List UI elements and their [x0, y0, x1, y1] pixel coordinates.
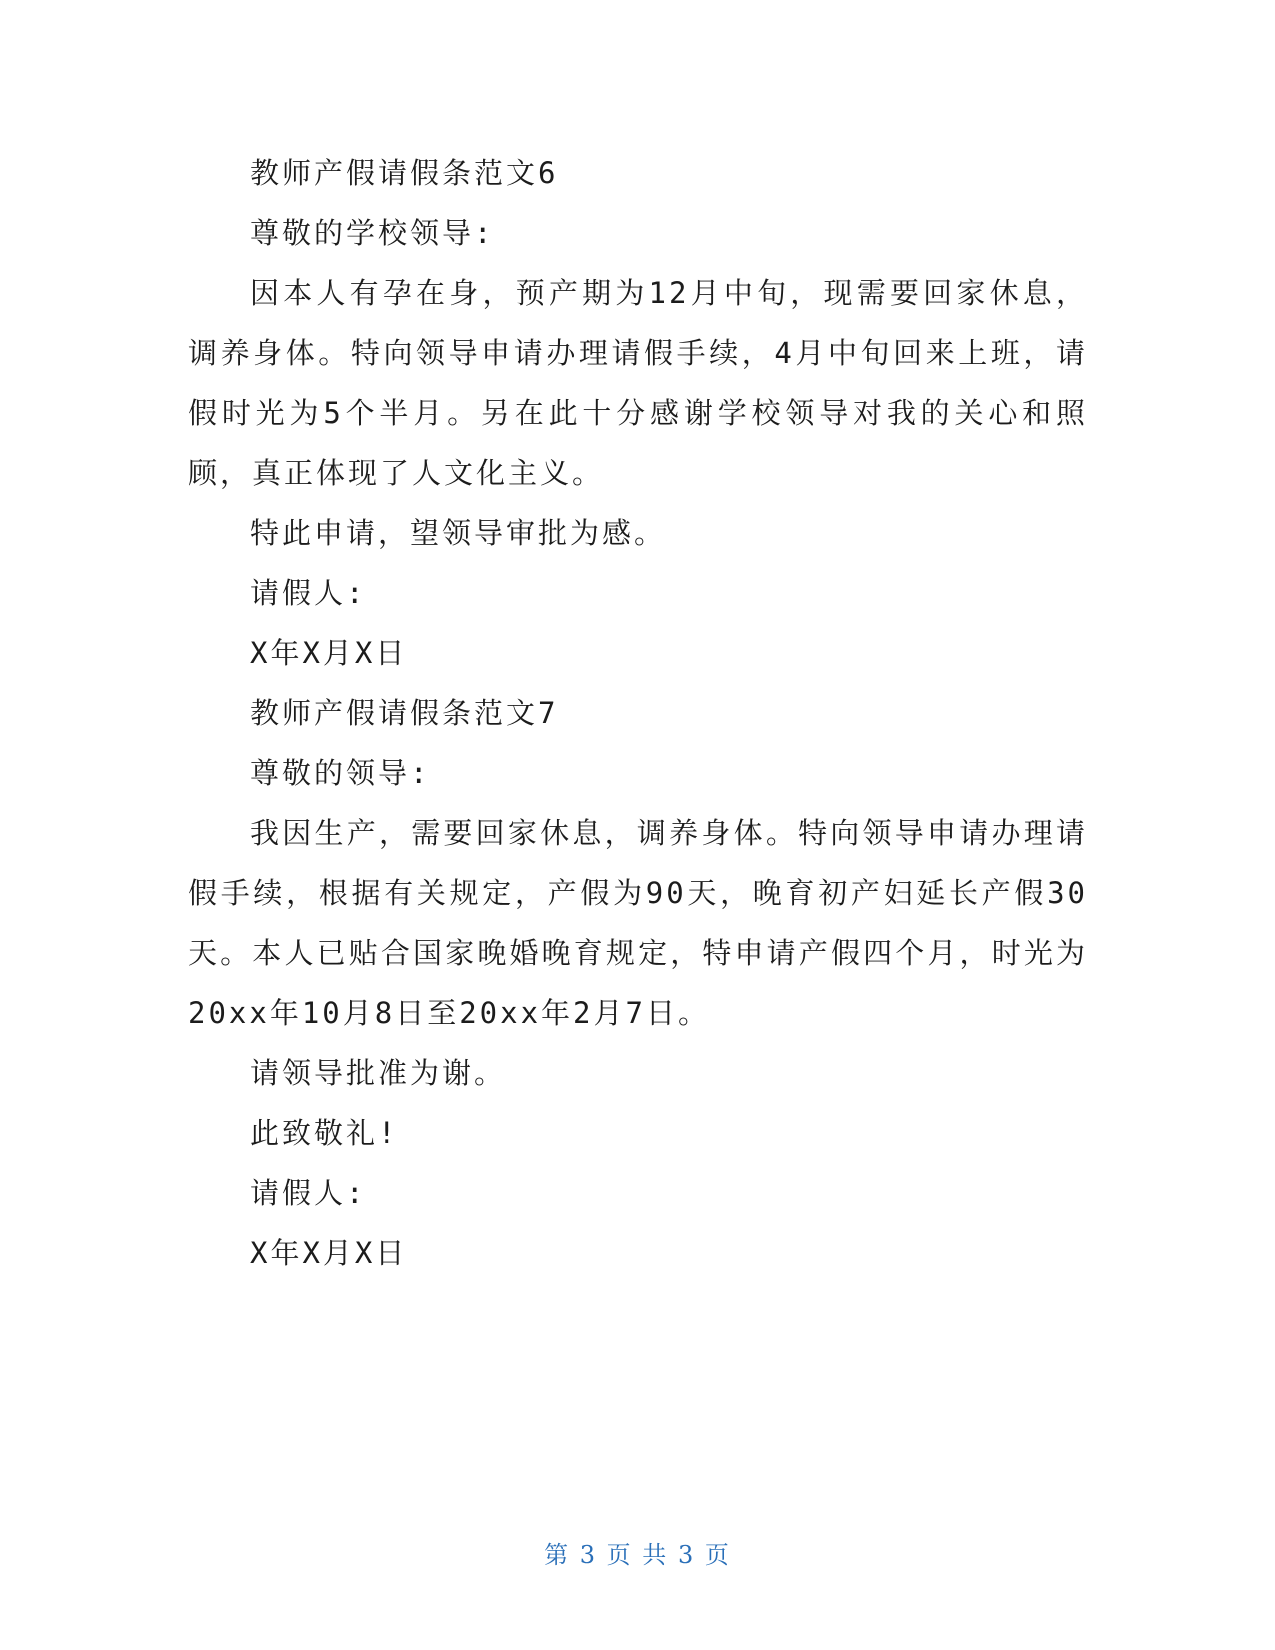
signature-line: 请假人: [250, 576, 367, 610]
closing-line: 特此申请，望领导审批为感。 [250, 516, 667, 550]
salutation: 尊敬的领导: [250, 756, 431, 790]
salutation: 尊敬的学校领导: [250, 216, 495, 250]
section-title: 教师产假请假条范文6 [250, 156, 559, 190]
signature-line: 请假人: [250, 1176, 367, 1210]
document-body [188, 143, 1088, 1283]
closing-line: 请领导批准为谢。 [250, 1056, 507, 1090]
page-number-label: 第 3 页 共 3 页 [544, 1541, 731, 1569]
section-title: 教师产假请假条范文7 [250, 696, 559, 730]
page-footer [0, 1535, 1275, 1570]
body-paragraph: 因本人有孕在身，预产期为12月中旬，现需要回家休息，调养身体。特向领导申请办理请假手续，4月中旬回来上班，请假时光为5个半月。另在此十分感谢学校领导对我的关心和照顾，真正体现了人文化主义。 [188, 276, 1088, 490]
body-paragraph: 我因生产，需要回家休息，调养身体。特向领导申请办理请假手续，根据有关规定，产假为90天，晚育初产妇延长产假30天。本人已贴合国家晚婚晚育规定，特申请产假四个月，时光为20xx年10月8日至20xx年2月7日。 [188, 816, 1088, 1030]
date-line: X年X月X日 [250, 636, 408, 670]
regards-line: 此致敬礼! [250, 1116, 399, 1150]
date-line: X年X月X日 [250, 1236, 408, 1270]
